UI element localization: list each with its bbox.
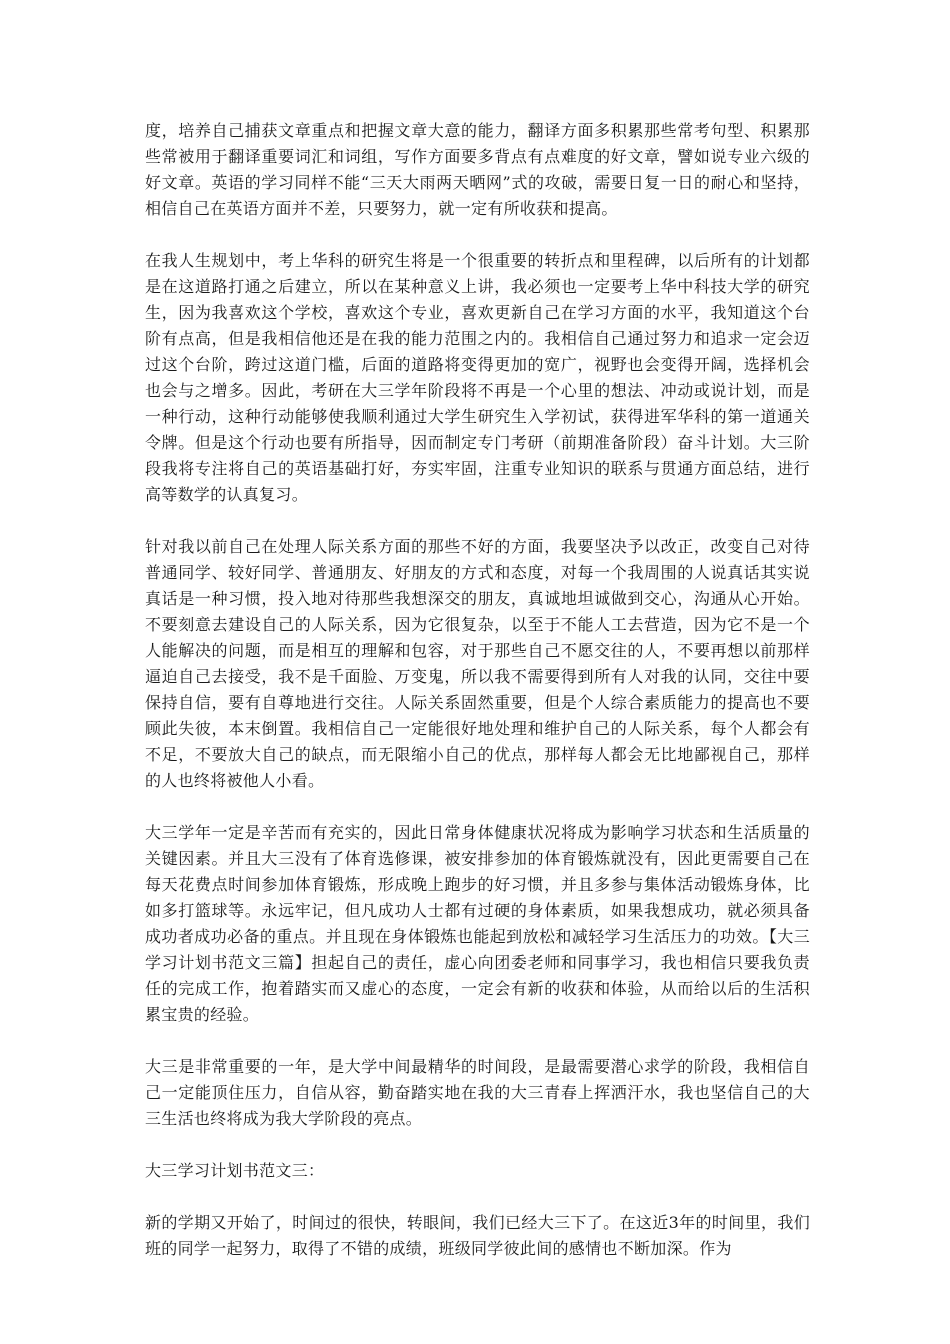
paragraph-junior-year-importance: 大三是非常重要的一年，是大学中间最精华的时间段，是最需要潜心求学的阶段，我相信自己一定能顶住压力，自信从容，勤奋踏实地在我的大三青春上挥洒汗水，我也坚信自己的大三生活也终将成为我大学阶段的亮点。 xyxy=(145,1057,810,1128)
paragraph-physical-health: 大三学年一定是辛苦而有充实的，因此日常身体健康状况将成为影响学习状态和生活质量的关键因素。并且大三没有了体育选修课，被安排参加的体育锻炼就没有，因此更需要自己在每天花费点时间参加体育锻炼，形成晚上跑步的好习惯，并且多参与集体活动锻炼身体，比如多打篮球等。永远牢记，但凡成功人士都有过硬的身体素质，如果我想成功，就必须具备成功者成功必备的重点。并且现在身体锻炼也能起到放松和减轻学习生活压力的功效。【大三学习计划书范文三篇】担起自己的责任，虚心向团委老师和同事学习，我也相信只要我负责任的完成工作，抱着踏实而又虚心的态度，一定会有新的收获和体验，从而给以后的生活积累宝贵的经验。 xyxy=(145,823,810,1024)
section-heading: 大三学习计划书范文三： xyxy=(145,1161,325,1180)
paragraph-graduate-exam-plan: 在我人生规划中，考上华科的研究生将是一个很重要的转折点和里程碑，以后所有的计划都是在这道路打通之后建立，所以在某种意义上讲，我必须也一定要考上华中科技大学的研究生，因为我喜欢这个学校，喜欢这个专业，喜欢更新自己在学习方面的水平，我知道这个台阶有点高，但是我相信他还是在我的能力范围之内的。我相信自己通过努力和追求一定会迈过这个台阶，跨过这道门槛，后面的道路将变得更加的宽广，视野也会变得开阔，选择机会也会与之增多。因此，考研在大三学年阶段将不再是一个心里的想法、冲动或说计划，而是一种行动，这种行动能够使我顺利通过大学生研究生入学初试，获得进军华科的第一道通关令牌。但是这个行动也要有所指导，因而制定专门考研（前期准备阶段）奋斗计划。大三阶段我将专注将自己的英语基础打好，夯实牢固，注重专业知识的联系与贯通方面总结，进行高等数学的认真复习。 xyxy=(145,251,810,504)
paragraph-new-semester: 新的学期又开始了，时间过的很快，转眼间，我们已经大三下了。在这近3年的时间里，我们班的同学一起努力，取得了不错的成绩，班级同学彼此间的感情也不断加深。作为 xyxy=(145,1213,810,1258)
paragraph-interpersonal-relations: 针对我以前自己在处理人际关系方面的那些不好的方面，我要坚决予以改正，改变自己对待普通同学、较好同学、普通朋友、好朋友的方式和态度，对每一个我周围的人说真话其实说真话是一种习惯，投入地对待那些我想深交的朋友，真诚地坦诚做到交心，沟通从心开始。不要刻意去建设自己的人际关系，因为它很复杂，以至于不能人工去营造，因为它不是一个人能解决的问题，而是相互的理解和包容，对于那些自己不愿交往的人，不要再想以前那样逼迫自己去接受，我不是千面脸、万变鬼，所以我不需要得到所有人对我的认同，交往中要保持自信，要有自尊地进行交往。人际关系固然重要，但是个人综合素质能力的提高也不要顾此失彼，本末倒置。我相信自己一定能很好地处理和维护自己的人际关系，每个人都会有不足，不要放大自己的缺点，而无限缩小自己的优点，那样每人都会无比地鄙视自己，那样的人也终将被他人小看。 xyxy=(145,537,810,790)
paragraph-english-study: 度，培养自己捕获文章重点和把握文章大意的能力，翻译方面多积累那些常考句型、积累那些常被用于翻译重要词汇和词组，写作方面要多背点有点难度的好文章，譬如说专业六级的好文章。英语的学习同样不能“三天大雨两天晒网”式的攻破，需要日复一日的耐心和坚持，相信自己在英语方面并不差，只要努力，就一定有所收获和提高。 xyxy=(145,121,810,218)
document-page xyxy=(145,118,810,1288)
